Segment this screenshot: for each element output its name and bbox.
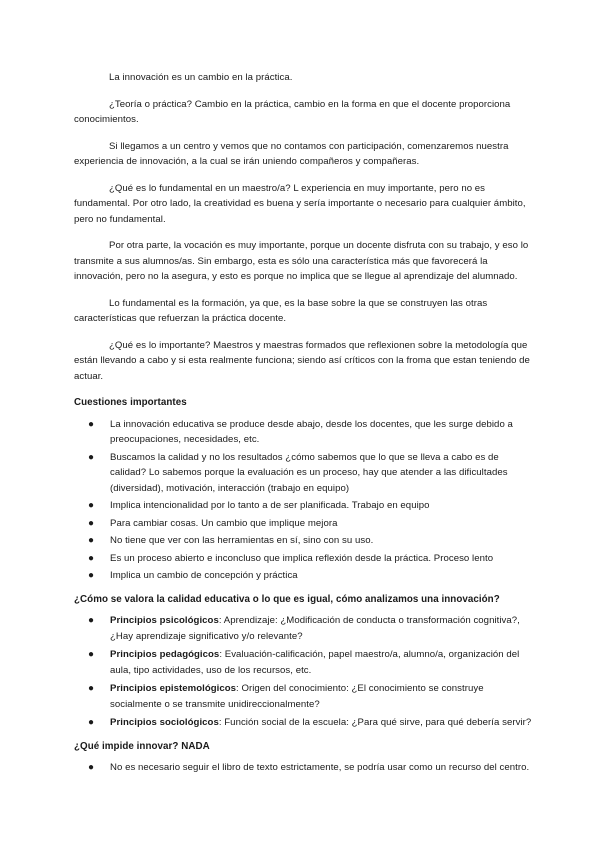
list-item-text: Buscamos la calidad y no los resultados ¿cómo sabemos que lo que se lleva a cabo es de calidad? Lo sabemos porque la evaluación es un proceso, hay que atender a las dificultades (diversidad), motivación, interacción (trabajo en equipo) [110,451,508,494]
principle-term: Principios epistemológicos [110,683,237,694]
document-content [74,70,532,778]
list-item [88,760,532,776]
list-item [88,681,532,712]
bullet-icon: ● [88,500,95,511]
bullet-icon: ● [88,451,95,463]
list-item [88,450,532,497]
list-item-text: Implica un cambio de concepción y práctica [110,570,298,581]
list-item [88,647,532,678]
list-item [88,417,532,448]
bullet-list-cuestiones [74,417,532,584]
list-item-text: Para cambiar cosas. Un cambio que implique mejora [110,517,338,529]
section-heading-calidad: ¿Cómo se valora la calidad educativa o lo que es igual, cómo analizamos una innovación? [74,593,500,605]
list-item-text: No tiene que ver con las herramientas en sí, sino con su uso. [110,535,374,546]
principle-text: : Evaluación-calificación, papel maestro/a, alumno/a, organización del aula, tipo actividades, uso de los recursos, etc. [110,649,520,676]
bullet-list-principios [74,613,532,731]
bullet-icon: ● [88,418,95,430]
principle-term: Principios sociológicos [110,717,219,728]
list-item [88,498,532,514]
list-item [88,551,532,567]
list-item [88,715,532,731]
bullet-icon: ● [88,535,95,546]
principle-text: : Origen del conocimiento: ¿El conocimiento se construye socialmente o se transmite unidireccionalmente? [110,683,484,710]
paragraph-6: Lo fundamental es la formación, ya que, es la base sobre la que se construyen las otras características que refuerzan la práctica docente. [74,297,488,324]
list-item-text: Es un proceso abierto e inconcluso que implica reflexión desde la práctica. Proceso lento [110,552,494,564]
list-item [88,613,532,644]
list-item [88,533,532,549]
bullet-icon: ● [88,717,95,728]
bullet-icon: ● [88,615,95,626]
section-heading-impide: ¿Qué impide innovar? NADA [74,740,210,752]
principle-term: Principios pedagógicos [110,649,220,660]
principle-text: : Aprendizaje: ¿Modificación de conducta o transformación cognitiva?,¿Hay aprendizaje significativo y/o relevante? [110,615,520,642]
paragraph-7: ¿Qué es lo importante? Maestros y maestras formados que reflexionen sobre la metodología que están llevando a cabo y si esta realmente funciona; siendo así críticos con la froma que estan teniendo de actuar. [74,339,530,382]
paragraph-5: Por otra parte, la vocación es muy importante, porque un docente disfruta con su trabajo, y eso lo transmite a sus alumnos/as. Sin embargo, esta es sólo una característica más que favorecerá la innovación, pero no la asegura, y esto es porque no implica que se llegue al aprendizaje del alumnado. [74,240,529,282]
bullet-icon: ● [88,649,95,660]
list-item-text: Implica intencionalidad por lo tanto a de ser planificada. Trabajo en equipo [110,500,430,511]
bullet-icon: ● [88,762,95,773]
paragraph-1: La innovación es un cambio en la práctica. [109,72,293,83]
list-item [88,568,532,584]
paragraph-3: Si llegamos a un centro y vemos que no contamos con participación, comenzaremos nuestra experiencia de innovación, a la cual se irán uniendo compañeros y compañeras. [74,140,509,167]
bullet-list-impide [74,760,532,776]
bullet-icon: ● [88,683,95,694]
list-item [88,516,532,532]
bullet-icon: ● [88,517,95,529]
list-item-text: La innovación educativa se produce desde abajo, desde los docentes, que les surge debido a preocupaciones, necesidades, etc. [110,418,513,445]
paragraph-2: ¿Teoría o práctica? Cambio en la práctica, cambio en la forma en que el docente proporciona conocimientos. [74,98,511,125]
section-heading-cuestiones: Cuestiones importantes [74,397,187,408]
bullet-icon: ● [88,552,95,564]
principle-text: : Función social de la escuela: ¿Para qué sirve, para qué debería servir? [218,717,532,728]
bullet-icon: ● [88,570,95,581]
principle-term: Principios psicológicos [110,615,219,626]
paragraph-4: ¿Qué es lo fundamental en un maestro/a? L experiencia en muy importante, pero no es fundamental. Por otro lado, la creatividad es buena y sería importante o necesario para cualquier ámbito, pero no fundamental. [74,182,526,225]
list-item-text: No es necesario seguir el libro de texto estrictamente, se podría usar como un recurso del centro. [110,762,530,773]
